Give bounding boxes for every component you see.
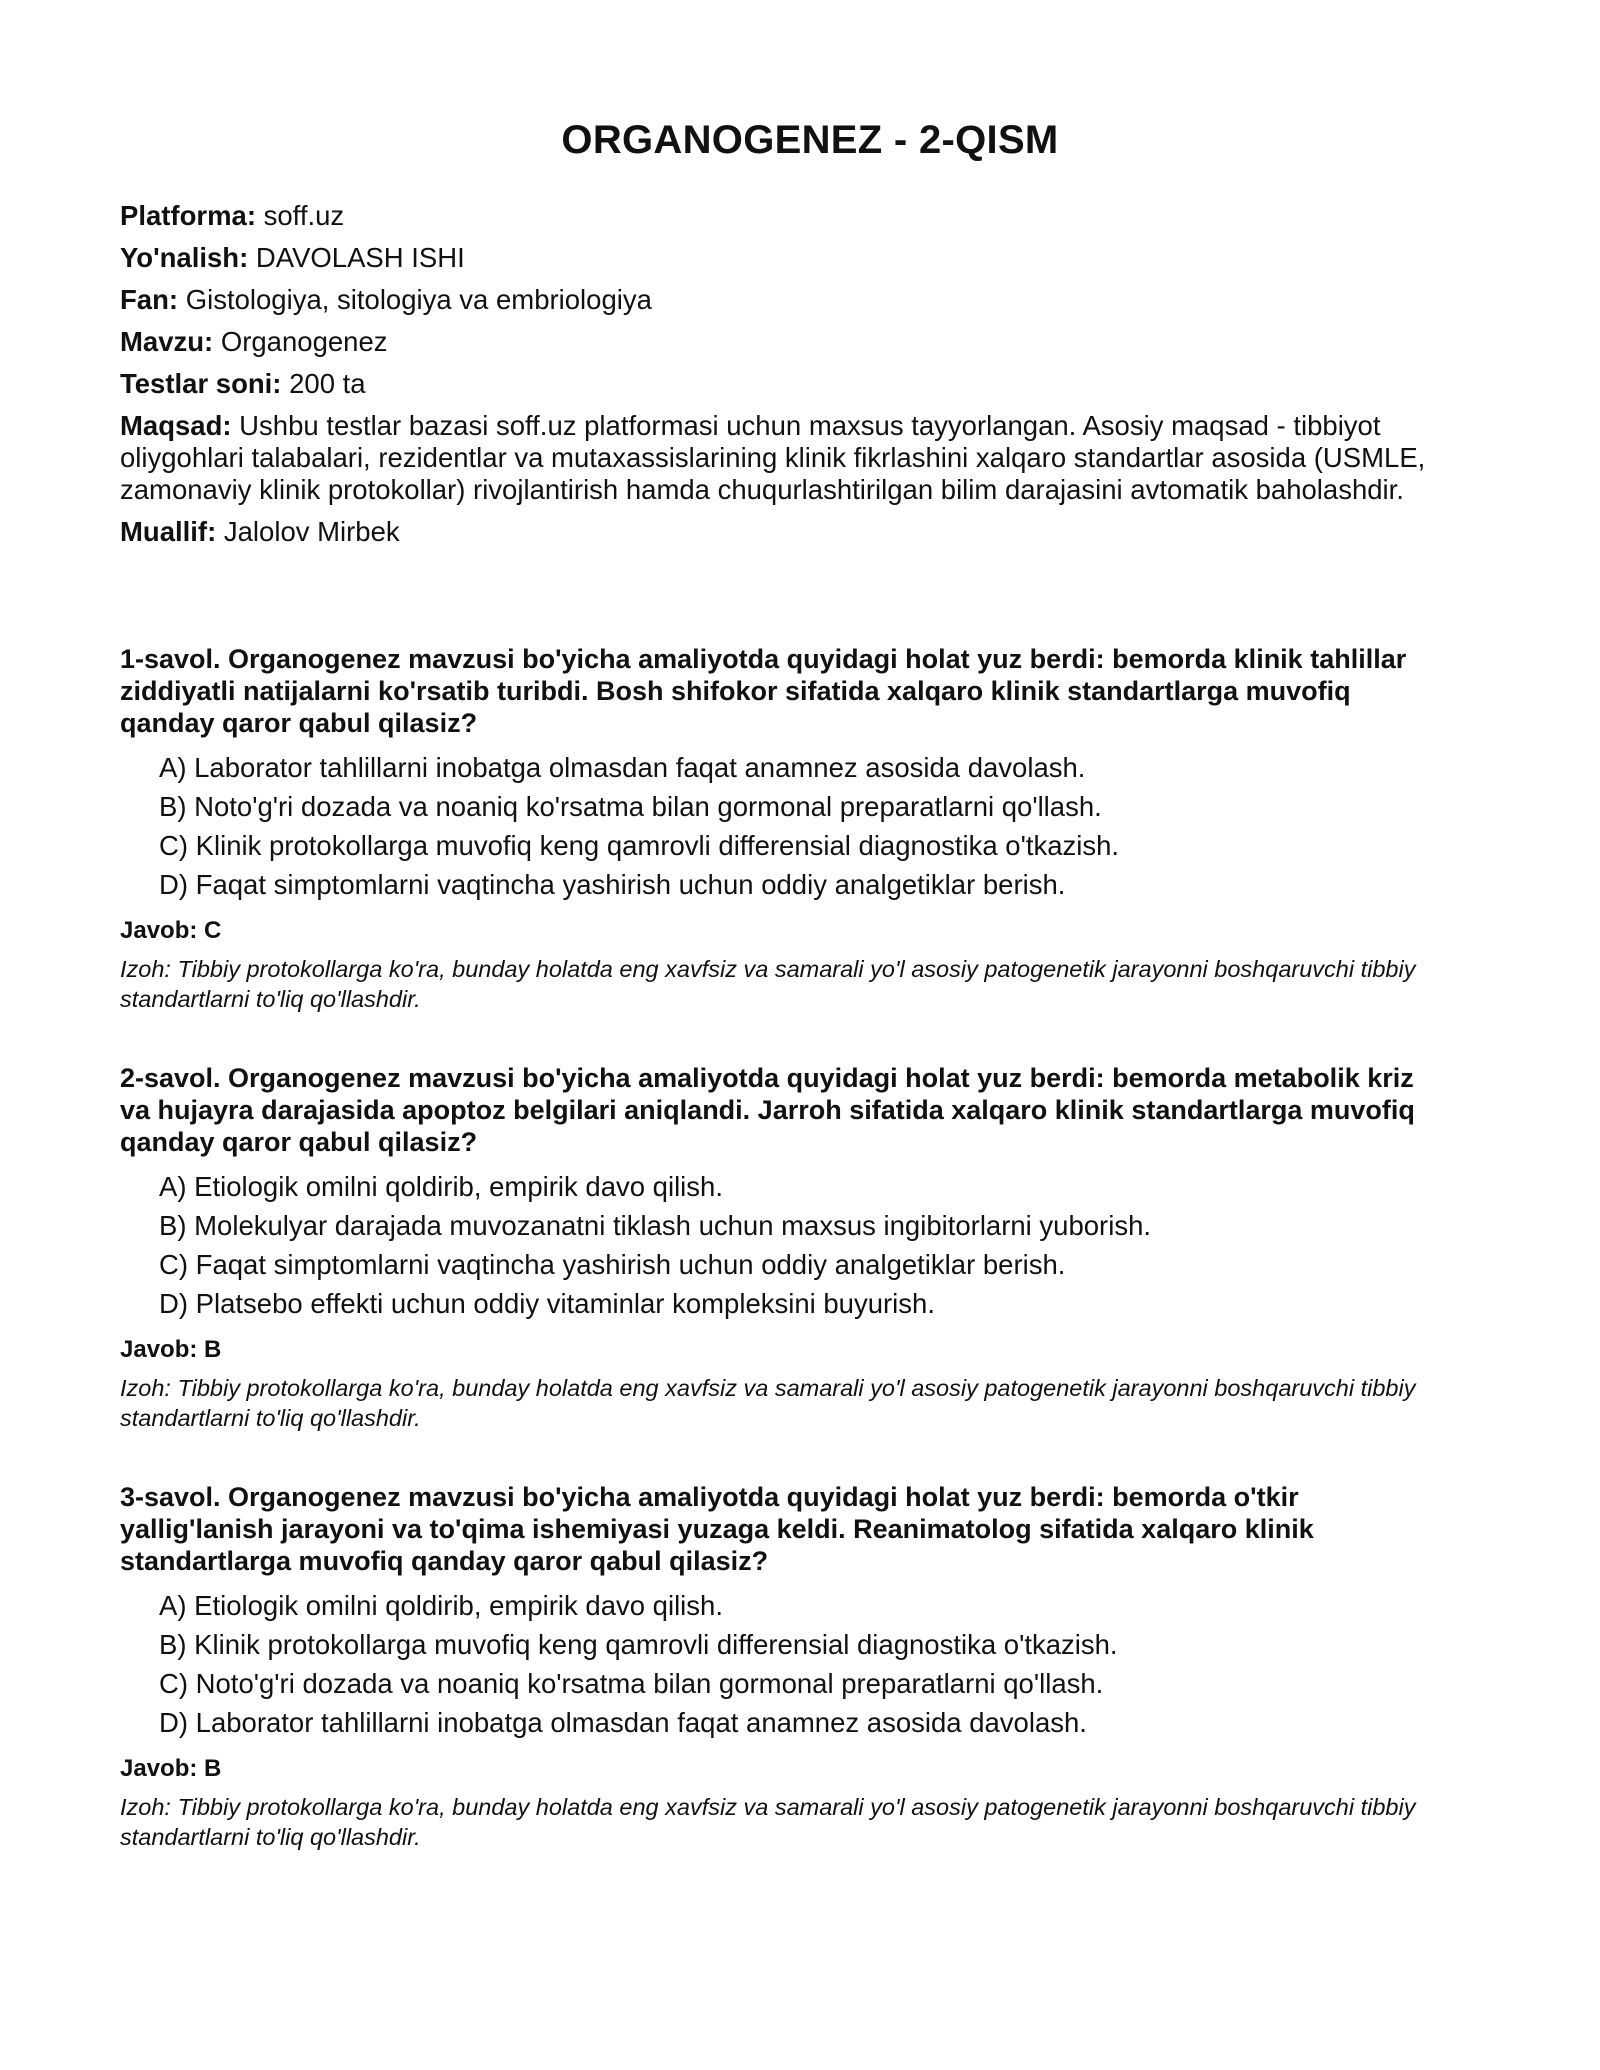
meta-value: soff.uz [256, 200, 345, 231]
meta-value: Gistologiya, sitologiya va embriologiya [178, 284, 652, 315]
explanation-text: Izoh: Tibbiy protokollarga ko'ra, bunday holatda eng xavfsiz va samarali yo'l asosiy patogenetik jarayonni boshqaruvchi tibbiy standartlarni to'liq qo'llashdir. [120, 1375, 1416, 1431]
question-block [120, 1062, 1450, 1433]
options-list [120, 748, 1450, 904]
meta-direction [120, 242, 1450, 274]
option-d: D) Faqat simptomlarni vaqtincha yashirish uchun oddiy analgetiklar berish. [159, 869, 1066, 900]
meta-label: Mavzu: [120, 326, 214, 357]
option-c: C) Klinik protokollarga muvofiq keng qamrovli differensial diagnostika o'tkazish. [159, 830, 1120, 861]
meta-label: Maqsad: [120, 410, 232, 441]
meta-test-count [120, 368, 1450, 400]
option-d: D) Platsebo effekti uchun oddiy vitaminlar kompleksini buyurish. [159, 1288, 935, 1319]
meta-topic [120, 326, 1450, 358]
document-page [120, 118, 1450, 1900]
meta-value: Jalolov Mirbek [216, 516, 400, 547]
options-list [120, 1586, 1450, 1742]
meta-label: Muallif: [120, 516, 217, 547]
option-b: B) Klinik protokollarga muvofiq keng qamrovli differensial diagnostika o'tkazish. [159, 1629, 1118, 1660]
meta-label: Yo'nalish: [120, 242, 249, 273]
option-a: A) Etiologik omilni qoldirib, empirik davo qilish. [159, 1590, 723, 1621]
meta-purpose [120, 410, 1450, 506]
meta-platform [120, 200, 1450, 232]
section-spacer [120, 558, 1450, 643]
question-text: 1-savol. Organogenez mavzusi bo'yicha amaliyotda quyidagi holat yuz berdi: bemorda klinik tahlillar ziddiyatli natijalarni ko'rsatib turibdi. Bosh shifokor sifatida xalqaro klinik standartlarga muvofiq qanday qaror qabul qilasiz? [120, 644, 1407, 738]
page-title: ORGANOGENEZ - 2-QISM [561, 118, 1059, 162]
explanation-text: Izoh: Tibbiy protokollarga ko'ra, bunday holatda eng xavfsiz va samarali yo'l asosiy patogenetik jarayonni boshqaruvchi tibbiy standartlarni to'liq qo'llashdir. [120, 956, 1416, 1012]
question-text: 3-savol. Organogenez mavzusi bo'yicha amaliyotda quyidagi holat yuz berdi: bemorda o'tkir yallig'lanish jarayoni va to'qima ishemiyasi yuzaga keldi. Reanimatolog sifatida xalqaro klinik standartlarga muvofiq qanday qaror qabul qilasiz? [120, 1482, 1314, 1576]
option-c: C) Faqat simptomlarni vaqtincha yashirish uchun oddiy analgetiklar berish. [159, 1249, 1066, 1280]
option-c: C) Noto'g'ri dozada va noaniq ko'rsatma bilan gormonal preparatlarni qo'llash. [159, 1668, 1104, 1699]
question-block [120, 643, 1450, 1014]
meta-section [120, 200, 1450, 548]
option-d: D) Laborator tahlillarni inobatga olmasdan faqat anamnez asosida davolash. [159, 1707, 1087, 1738]
option-b: B) Noto'g'ri dozada va noaniq ko'rsatma bilan gormonal preparatlarni qo'llash. [159, 791, 1102, 822]
question-text: 2-savol. Organogenez mavzusi bo'yicha amaliyotda quyidagi holat yuz berdi: bemorda metabolik kriz va hujayra darajasida apoptoz belgilari aniqlandi. Jarroh sifatida xalqaro klinik standartlarga muvofiq qanday qaror qabul qilasiz? [120, 1063, 1415, 1157]
meta-subject [120, 284, 1450, 316]
answer-text: Javob: C [120, 917, 222, 944]
options-list [120, 1167, 1450, 1323]
answer-text: Javob: B [120, 1755, 222, 1782]
question-block [120, 1481, 1450, 1852]
meta-label: Platforma: [120, 200, 256, 231]
explanation-text: Izoh: Tibbiy protokollarga ko'ra, bunday holatda eng xavfsiz va samarali yo'l asosiy patogenetik jarayonni boshqaruvchi tibbiy standartlarni to'liq qo'llashdir. [120, 1794, 1416, 1850]
meta-value: Organogenez [213, 326, 388, 357]
option-b: B) Molekulyar darajada muvozanatni tiklash uchun maxsus ingibitorlarni yuborish. [159, 1210, 1152, 1241]
meta-value: Ushbu testlar bazasi soff.uz platformasi uchun maxsus tayyorlangan. Asosiy maqsad - tibbiyot oliygohlari talabalari, rezidentlar va mutaxassislarining klinik fikrlashini xalqaro standartlar asosida (USMLE, zamonaviy klinik protokollar) rivojlantirish hamda chuqurlashtirilgan bilim darajasini avtomatik baholashdir. [120, 410, 1426, 505]
meta-author [120, 516, 1450, 548]
meta-label: Fan: [120, 284, 179, 315]
meta-value: DAVOLASH ISHI [248, 242, 465, 273]
meta-label: Testlar soni: [120, 368, 282, 399]
option-a: A) Laborator tahlillarni inobatga olmasdan faqat anamnez asosida davolash. [159, 752, 1086, 783]
answer-text: Javob: B [120, 1336, 222, 1363]
meta-value: 200 ta [281, 368, 366, 399]
option-a: A) Etiologik omilni qoldirib, empirik davo qilish. [159, 1171, 723, 1202]
